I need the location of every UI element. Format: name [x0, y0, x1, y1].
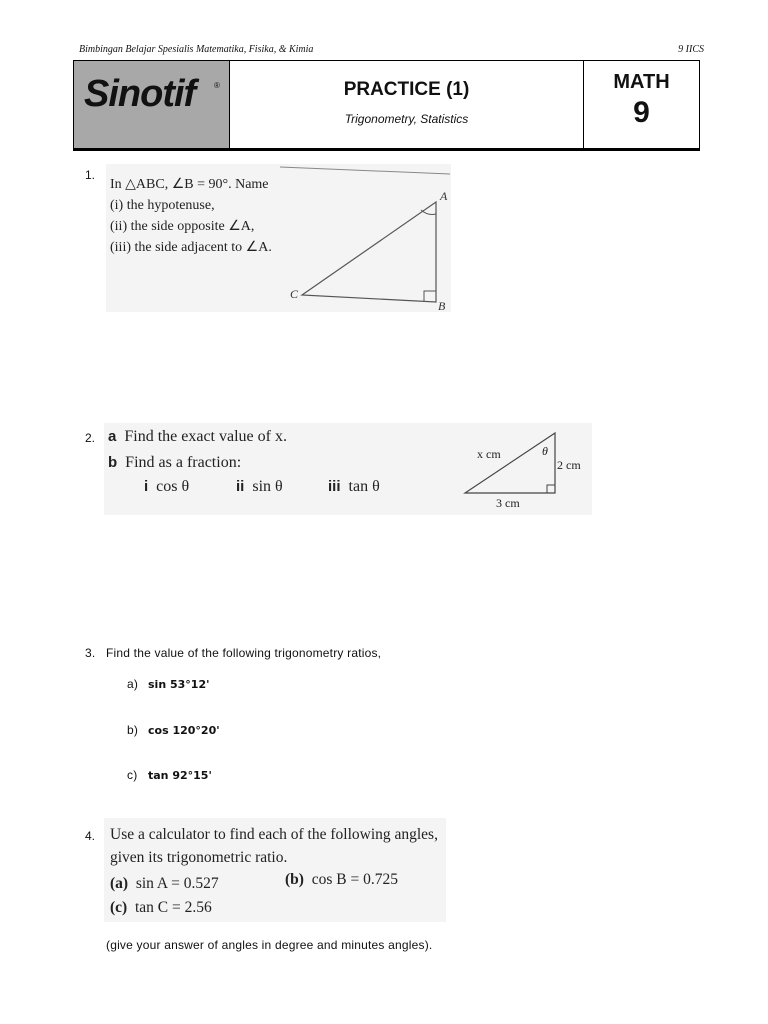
q2-iii-label: iii	[328, 478, 341, 495]
q4-b-text: cos B = 0.725	[311, 871, 398, 888]
q2-theta-label: θ	[542, 444, 548, 458]
subject-label: MATH	[613, 71, 670, 93]
q1-vertex-c: C	[290, 287, 299, 301]
q2-i-label: i	[144, 478, 149, 495]
q2-iii-text: tan θ	[348, 478, 380, 495]
q2-triangle-diagram	[455, 425, 595, 515]
q2-ii-label: ii	[236, 478, 245, 495]
q4-a-text: sin A = 0.527	[135, 875, 219, 892]
running-header-left: Bimbingan Belajar Spesialis Matematika, Fisika, & Kimia	[79, 44, 314, 55]
q4-line-1: Use a calculator to find each of the following angles,	[110, 826, 438, 843]
q4-line-2: given its trigonometric ratio.	[110, 849, 288, 866]
logo-wordmark: Sinotif	[84, 73, 196, 115]
q2-a-text: Find the exact value of x.	[124, 428, 287, 445]
q2-i-text: cos θ	[156, 478, 190, 495]
q2-number: 2.	[85, 431, 96, 445]
title-cell	[230, 61, 584, 148]
q4-c-text: tan C = 2.56	[134, 899, 212, 916]
page-title: PRACTICE (1)	[343, 79, 470, 100]
q2-ii-text: sin θ	[252, 478, 283, 495]
page-subtitle: Trigonometry, Statistics	[344, 112, 469, 126]
logo-registered-mark: ®	[214, 81, 220, 90]
q2-b-label: b	[108, 454, 118, 471]
q2-vert-label: 2 cm	[557, 458, 581, 472]
q1-number: 1.	[85, 168, 96, 182]
q1-right-angle-mark	[424, 291, 436, 302]
q3-item-c-label: c)	[127, 768, 138, 782]
q1-triangle-diagram	[280, 160, 460, 320]
q4-b-label: (b)	[285, 871, 304, 888]
q4-a-label: (a)	[110, 875, 129, 892]
q3-item-b-expr: cos 120°20'	[148, 724, 220, 737]
logo	[74, 61, 230, 148]
running-header-right: 9 IICS	[678, 44, 704, 55]
q3-item-a-label: a)	[127, 677, 139, 691]
q2-part-ii	[236, 478, 283, 496]
q2-part-a	[108, 428, 287, 446]
q1-line-3: (ii) the side opposite ∠A,	[110, 219, 255, 234]
q1-line-1: In △ABC, ∠B = 90°. Name	[110, 177, 269, 192]
q2-b-text: Find as a fraction:	[125, 454, 242, 471]
q2-a-label: a	[108, 428, 117, 445]
q4-note: (give your answer of angles in degree and minutes angles).	[106, 938, 433, 952]
q3-item-b-label: b)	[127, 723, 139, 737]
q2-hyp-label: x cm	[477, 447, 501, 461]
q4-number: 4.	[85, 829, 96, 843]
q4-part-a	[110, 872, 219, 895]
header-rule	[73, 148, 700, 151]
q1-text	[110, 174, 272, 258]
q1-vertex-b: B	[438, 299, 446, 313]
q1-line-2: (i) the hypotenuse,	[110, 198, 215, 213]
q3-text: Find the value of the following trigonometry ratios,	[106, 646, 382, 660]
q1-scan-edge	[280, 165, 450, 174]
q3-item-a-expr: sin 53°12'	[148, 678, 210, 691]
q4-c-label: (c)	[110, 899, 128, 916]
q2-right-angle-mark	[547, 485, 555, 493]
q2-part-b	[108, 454, 241, 472]
q1-vertex-a: A	[440, 189, 448, 203]
q4-part-b	[285, 868, 398, 891]
worksheet-header	[73, 60, 700, 149]
q2-part-iii	[328, 478, 380, 496]
q2-triangle	[465, 433, 555, 493]
q2-base-label: 3 cm	[496, 496, 520, 510]
q1-line-4: (iii) the side adjacent to ∠A.	[110, 240, 272, 255]
q3-number: 3.	[85, 646, 96, 660]
q1-triangle	[302, 202, 436, 302]
grade-label: 9	[633, 96, 650, 129]
q2-part-i	[144, 478, 189, 496]
subject-cell	[584, 61, 699, 148]
q3-item-c-expr: tan 92°15'	[148, 769, 212, 782]
q4-part-c	[110, 896, 212, 919]
